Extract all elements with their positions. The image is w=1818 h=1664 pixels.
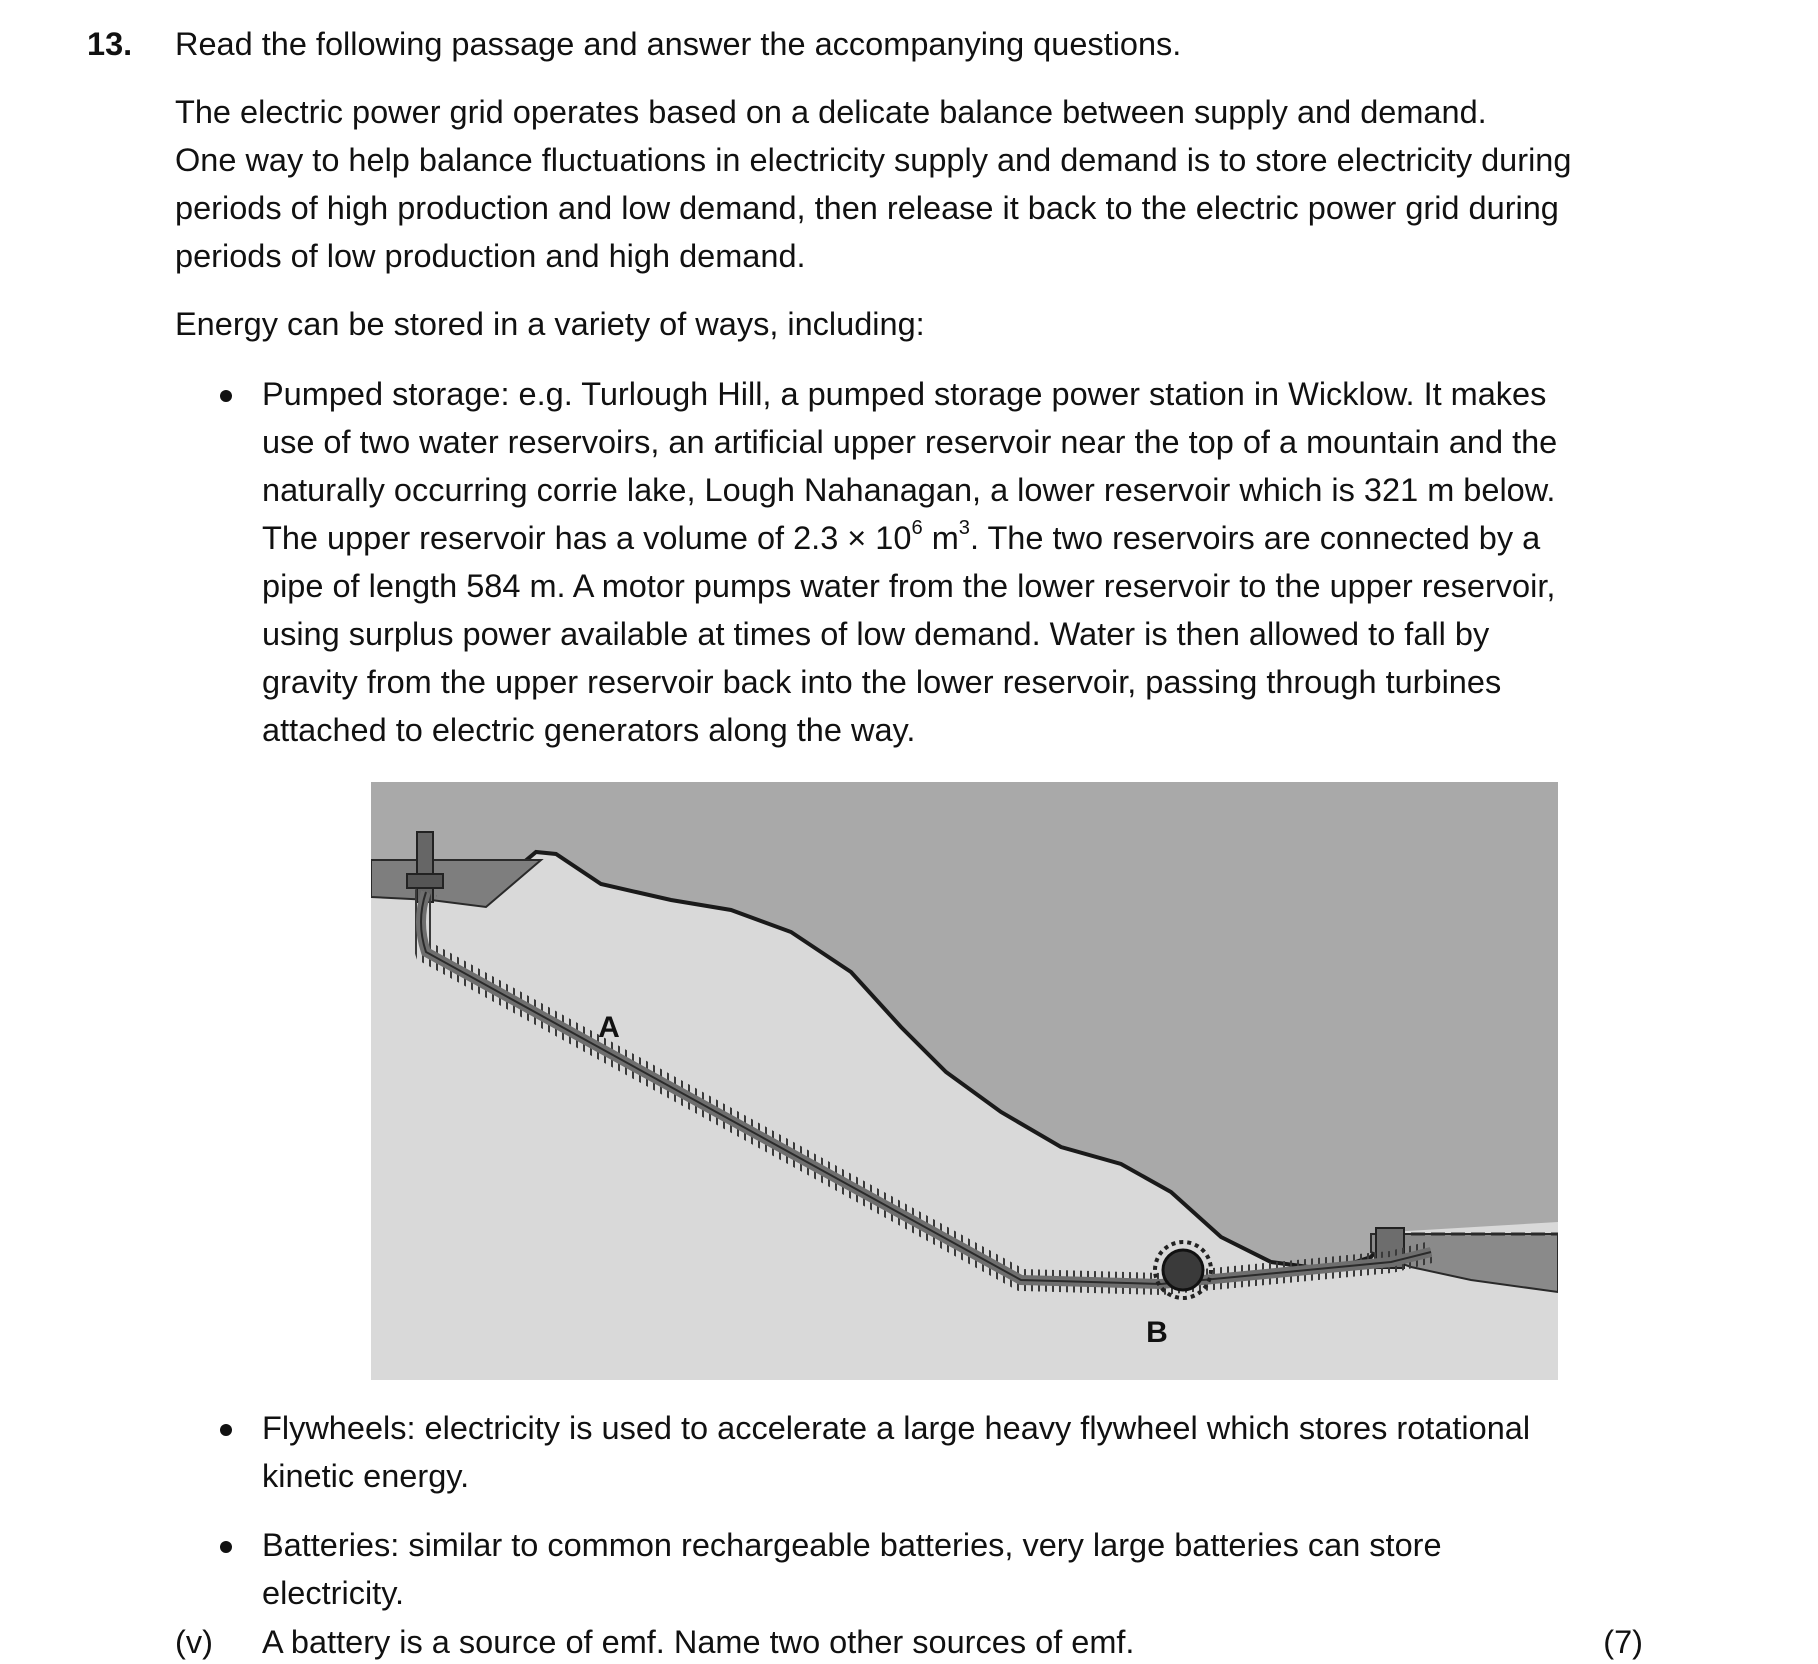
question-instruction: Read the following passage and answer the accompanying questions.	[175, 26, 1182, 62]
subquestion-label: (v)	[175, 1624, 213, 1660]
question-number: 13.	[87, 26, 133, 62]
pumped-storage-line: use of two water reservoirs, an artificial upper reservoir near the top of a mountain and the	[262, 424, 1558, 460]
pumped-storage-line: pipe of length 584 m. A motor pumps water from the lower reservoir to the upper reservoir,	[262, 568, 1556, 604]
batteries-line: Batteries: similar to common rechargeable batteries, very large batteries can store	[262, 1527, 1442, 1563]
intro-line: The electric power grid operates based on a delicate balance between supply and demand.	[175, 94, 1487, 130]
volume-unit: m	[922, 520, 959, 556]
flywheels-line: kinetic energy.	[262, 1458, 470, 1494]
volume-exponent: 6	[911, 517, 923, 540]
batteries-line: electricity.	[262, 1575, 405, 1611]
pumped-storage-line: Pumped storage: e.g. Turlough Hill, a pumped storage power station in Wicklow. It makes	[262, 376, 1547, 412]
intro-line: periods of low production and high demand.	[175, 238, 806, 274]
pumped-storage-line: attached to electric generators along the way.	[262, 712, 916, 748]
flywheels-line: Flywheels: electricity is used to accelerate a large heavy flywheel which stores rotational	[262, 1410, 1531, 1446]
intro-line: periods of high production and low demand, then release it back to the electric power grid during	[175, 190, 1559, 226]
intake-gate	[407, 874, 443, 888]
turbine-station	[1163, 1250, 1203, 1290]
bullet-point	[220, 390, 232, 402]
pumped-storage-line: naturally occurring corrie lake, Lough Nahanagan, a lower reservoir which is 321 m below.	[262, 472, 1556, 508]
bullet-point	[220, 1541, 232, 1553]
pumped-storage-line: gravity from the upper reservoir back into the lower reservoir, passing through turbines	[262, 664, 1502, 700]
pumped-storage-diagram	[371, 782, 1558, 1380]
bullet-point	[220, 1424, 232, 1436]
label-b: B	[1146, 1316, 1168, 1349]
subquestion-text: A battery is a source of emf. Name two other sources of emf.	[262, 1624, 1135, 1660]
unit-exponent: 3	[958, 517, 970, 540]
ways-intro: Energy can be stored in a variety of ways, including:	[175, 306, 925, 342]
volume-text-end: . The two reservoirs are connected by a	[969, 520, 1541, 556]
intro-line: One way to help balance fluctuations in electricity supply and demand is to store electricity during	[175, 142, 1572, 178]
pumped-storage-line: using surplus power available at times of low demand. Water is then allowed to fall by	[262, 616, 1490, 652]
volume-line	[262, 518, 1540, 558]
volume-text: The upper reservoir has a volume of 2.3 × 10	[262, 520, 912, 556]
label-a: A	[598, 1011, 620, 1044]
subquestion-marks: (7)	[1603, 1624, 1643, 1660]
